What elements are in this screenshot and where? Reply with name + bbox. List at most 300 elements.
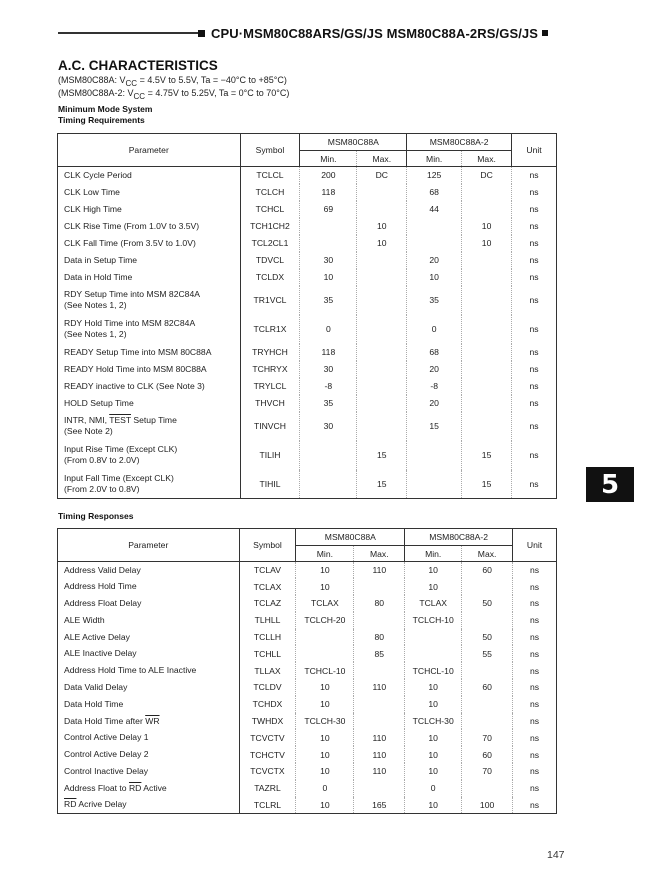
parameter-text: READY Setup Time into MSM 80C88A xyxy=(64,346,212,357)
symbol-cell: TR1VCL xyxy=(240,286,300,315)
symbol-cell: TRYLCL xyxy=(240,378,300,395)
unit-cell: ns xyxy=(513,612,557,629)
table-row xyxy=(58,412,557,441)
parameter-text: Input Rise Time (Except CLK) xyxy=(64,444,178,454)
min-value-msm80c88a: 30 xyxy=(300,252,357,269)
unit-cell: ns xyxy=(513,578,557,595)
min-value-msm80c88a: TCHCL-10 xyxy=(296,662,354,679)
table-row xyxy=(58,470,557,499)
min-value-msm80c88a xyxy=(300,235,357,252)
parameter-text: RDY Setup Time into MSM 82C84A xyxy=(64,289,200,299)
min-value-msm80c88a: 10 xyxy=(296,696,354,713)
section-tab: 5 xyxy=(586,467,634,502)
min-value-msm80c88a: 30 xyxy=(300,361,357,378)
parameter-cell xyxy=(58,713,240,730)
condition-sub: CC xyxy=(133,91,146,101)
parameter-text: Address Valid Delay xyxy=(64,564,141,575)
timing-responses-body xyxy=(58,562,557,814)
max-value-msm80c88a-2 xyxy=(462,201,512,218)
header-max: Max. xyxy=(462,546,513,562)
min-value-msm80c88a-2: 10 xyxy=(405,797,462,814)
max-value-msm80c88a xyxy=(357,184,407,201)
parameter-text: Data Hold Time xyxy=(64,698,124,709)
unit-cell: ns xyxy=(513,797,557,814)
min-value-msm80c88a-2: 68 xyxy=(407,184,462,201)
unit-cell: ns xyxy=(513,645,557,662)
table-row xyxy=(58,763,557,780)
header-symbol: Symbol xyxy=(239,529,296,562)
table-row xyxy=(58,344,557,361)
unit-cell: ns xyxy=(512,184,557,201)
header-unit: Unit xyxy=(512,134,557,167)
unit-cell: ns xyxy=(513,696,557,713)
unit-cell: ns xyxy=(512,201,557,218)
symbol-cell: TCLDV xyxy=(239,679,296,696)
parameter-cell xyxy=(58,595,240,612)
max-value-msm80c88a xyxy=(354,696,405,713)
max-value-msm80c88a-2: 60 xyxy=(462,746,513,763)
table-row xyxy=(58,612,557,629)
symbol-cell: TCLAZ xyxy=(239,595,296,612)
symbol-cell: TCH1CH2 xyxy=(240,218,300,235)
min-value-msm80c88a-2: 0 xyxy=(407,315,462,344)
min-value-msm80c88a xyxy=(296,629,354,646)
header-parameter: Parameter xyxy=(58,134,241,167)
table-row xyxy=(58,696,557,713)
symbol-cell: TWHDX xyxy=(239,713,296,730)
min-value-msm80c88a: TCLCH-30 xyxy=(296,713,354,730)
min-value-msm80c88a-2 xyxy=(407,218,462,235)
parameter-cell xyxy=(58,746,240,763)
table-row xyxy=(58,167,557,184)
min-value-msm80c88a-2: TCHCL-10 xyxy=(405,662,462,679)
unit-cell: ns xyxy=(512,218,557,235)
mode-label: Minimum Mode System xyxy=(58,104,153,114)
parameter-cell xyxy=(58,252,241,269)
parameter-text: Control Active Delay 1 xyxy=(64,732,149,743)
min-value-msm80c88a-2: 35 xyxy=(407,286,462,315)
max-value-msm80c88a-2 xyxy=(462,286,512,315)
table-row xyxy=(58,679,557,696)
max-value-msm80c88a-2: 70 xyxy=(462,763,513,780)
min-value-msm80c88a: 10 xyxy=(296,746,354,763)
symbol-cell: TCLLH xyxy=(239,629,296,646)
parameter-text: Address Float Delay xyxy=(64,597,142,608)
header-min: Min. xyxy=(300,151,357,167)
max-value-msm80c88a-2: 50 xyxy=(462,595,513,612)
parameter-cell xyxy=(58,562,240,579)
header-group-msm80c88a: MSM80C88A xyxy=(300,134,407,151)
max-value-msm80c88a-2: 70 xyxy=(462,729,513,746)
max-value-msm80c88a xyxy=(357,286,407,315)
parameter-text: Data Hold Time after xyxy=(64,715,146,726)
unit-cell: ns xyxy=(512,470,557,499)
unit-cell: ns xyxy=(513,595,557,612)
unit-cell: ns xyxy=(513,713,557,730)
parameter-text: ALE Active Delay xyxy=(64,631,130,642)
unit-cell: ns xyxy=(513,629,557,646)
unit-cell: ns xyxy=(513,780,557,797)
parameter-text: CLK Cycle Period xyxy=(64,169,132,180)
min-value-msm80c88a: 0 xyxy=(296,780,354,797)
parameter-note: (From 2.0V to 0.8V) xyxy=(64,483,140,494)
table-row xyxy=(58,441,557,470)
unit-cell: ns xyxy=(512,269,557,286)
max-value-msm80c88a-2: 55 xyxy=(462,645,513,662)
min-value-msm80c88a-2: 10 xyxy=(407,269,462,286)
min-value-msm80c88a-2 xyxy=(407,441,462,470)
min-value-msm80c88a-2: 10 xyxy=(405,746,462,763)
header-title: CPU·MSM80C88ARS/GS/JS MSM80C88A-2RS/GS/JS xyxy=(211,25,539,41)
unit-cell: ns xyxy=(512,395,557,412)
parameter-cell xyxy=(58,612,240,629)
header-min: Min. xyxy=(405,546,462,562)
unit-cell: ns xyxy=(513,746,557,763)
unit-cell: ns xyxy=(512,344,557,361)
parameter-text: Data in Setup Time xyxy=(64,254,138,265)
min-value-msm80c88a-2: 125 xyxy=(407,167,462,184)
parameter-text: RDY Hold Time into MSM 82C84A xyxy=(64,318,196,328)
parameter-cell xyxy=(58,344,241,361)
min-value-msm80c88a: 10 xyxy=(296,763,354,780)
max-value-msm80c88a-2 xyxy=(462,315,512,344)
parameter-cell xyxy=(58,218,241,235)
unit-cell: ns xyxy=(513,662,557,679)
symbol-cell: TCLR1X xyxy=(240,315,300,344)
max-value-msm80c88a xyxy=(354,780,405,797)
symbol-cell: TCLRL xyxy=(239,797,296,814)
max-value-msm80c88a-2 xyxy=(462,361,512,378)
parameter-overline-signal: $\overline{RD}$ xyxy=(64,799,77,810)
max-value-msm80c88a-2: DC xyxy=(462,167,512,184)
header-min: Min. xyxy=(296,546,354,562)
min-value-msm80c88a-2 xyxy=(407,235,462,252)
requirements-label: Timing Requirements xyxy=(58,115,145,125)
min-value-msm80c88a: 35 xyxy=(300,395,357,412)
section-title: A.C. CHARACTERISTICS xyxy=(58,58,218,73)
max-value-msm80c88a xyxy=(354,578,405,595)
min-value-msm80c88a-2: 10 xyxy=(405,729,462,746)
symbol-cell: TCVCTV xyxy=(239,729,296,746)
min-value-msm80c88a-2: 15 xyxy=(407,412,462,441)
min-value-msm80c88a-2: TCLCH-10 xyxy=(405,612,462,629)
condition-line-1 xyxy=(58,75,287,88)
parameter-text: Data Valid Delay xyxy=(64,681,128,692)
table-row xyxy=(58,269,557,286)
max-value-msm80c88a-2 xyxy=(462,713,513,730)
max-value-msm80c88a: 80 xyxy=(354,595,405,612)
max-value-msm80c88a: 110 xyxy=(354,746,405,763)
parameter-text: CLK Rise Time (From 1.0V to 3.5V) xyxy=(64,220,200,231)
min-value-msm80c88a: 10 xyxy=(300,269,357,286)
parameter-cell xyxy=(58,167,241,184)
condition-suffix: = 4.5V to 5.5V, Ta = −40°C to +85°C) xyxy=(137,75,287,85)
min-value-msm80c88a: -8 xyxy=(300,378,357,395)
min-value-msm80c88a-2: TCLAX xyxy=(405,595,462,612)
header-group-msm80c88a-2: MSM80C88A-2 xyxy=(405,529,513,546)
table-row xyxy=(58,746,557,763)
max-value-msm80c88a-2 xyxy=(462,269,512,286)
timing-requirements-body xyxy=(58,167,557,499)
max-value-msm80c88a: 10 xyxy=(357,218,407,235)
symbol-cell: TCHCTV xyxy=(239,746,296,763)
max-value-msm80c88a-2: 60 xyxy=(462,562,513,579)
parameter-cell xyxy=(58,662,240,679)
symbol-cell: TIHIL xyxy=(240,470,300,499)
min-value-msm80c88a-2 xyxy=(405,645,462,662)
max-value-msm80c88a-2: 10 xyxy=(462,218,512,235)
table-row xyxy=(58,286,557,315)
table-row xyxy=(58,378,557,395)
parameter-cell xyxy=(58,780,240,797)
max-value-msm80c88a: 110 xyxy=(354,679,405,696)
table-row xyxy=(58,629,557,646)
symbol-cell: TINVCH xyxy=(240,412,300,441)
table-row xyxy=(58,595,557,612)
max-value-msm80c88a xyxy=(357,269,407,286)
max-value-msm80c88a: 15 xyxy=(357,441,407,470)
min-value-msm80c88a-2: 10 xyxy=(405,562,462,579)
symbol-cell: TLLAX xyxy=(239,662,296,679)
parameter-cell xyxy=(58,269,241,286)
min-value-msm80c88a-2: 10 xyxy=(405,679,462,696)
min-value-msm80c88a-2 xyxy=(405,629,462,646)
min-value-msm80c88a: 10 xyxy=(296,729,354,746)
parameter-cell xyxy=(58,361,241,378)
parameter-text: READY inactive to CLK (See Note 3) xyxy=(64,380,205,391)
table-row xyxy=(58,780,557,797)
parameter-text: CLK Low Time xyxy=(64,186,120,197)
symbol-cell: TRYHCH xyxy=(240,344,300,361)
min-value-msm80c88a-2: 68 xyxy=(407,344,462,361)
symbol-cell: TLHLL xyxy=(239,612,296,629)
min-value-msm80c88a: TCLAX xyxy=(296,595,354,612)
max-value-msm80c88a: 110 xyxy=(354,729,405,746)
parameter-note: (See Note 2) xyxy=(64,426,113,436)
parameter-cell xyxy=(58,286,241,315)
parameter-text: Address Float to xyxy=(64,782,129,793)
parameter-cell xyxy=(58,184,241,201)
min-value-msm80c88a: TCLCH-20 xyxy=(296,612,354,629)
parameter-text: INTR, NMI, xyxy=(64,415,110,425)
min-value-msm80c88a: 10 xyxy=(296,562,354,579)
min-value-msm80c88a: 0 xyxy=(300,315,357,344)
max-value-msm80c88a-2 xyxy=(462,184,512,201)
parameter-text: CLK Fall Time (From 3.5V to 1.0V) xyxy=(64,237,196,248)
table-row xyxy=(58,662,557,679)
parameter-cell xyxy=(58,729,240,746)
symbol-cell: TCLDX xyxy=(240,269,300,286)
parameter-cell xyxy=(58,629,240,646)
parameter-cell xyxy=(58,235,241,252)
min-value-msm80c88a-2: 10 xyxy=(405,578,462,595)
parameter-text: Setup Time xyxy=(131,415,177,425)
header-group-msm80c88a: MSM80C88A xyxy=(296,529,405,546)
max-value-msm80c88a: 10 xyxy=(357,235,407,252)
header-min: Min. xyxy=(407,151,462,167)
parameter-text: READY Hold Time into MSM 80C88A xyxy=(64,363,207,374)
min-value-msm80c88a: 118 xyxy=(300,184,357,201)
table-row xyxy=(58,184,557,201)
max-value-msm80c88a xyxy=(357,412,407,441)
unit-cell: ns xyxy=(513,729,557,746)
min-value-msm80c88a xyxy=(300,470,357,499)
parameter-overline-signal: $\overline{RD}$ xyxy=(128,782,142,793)
min-value-msm80c88a-2: TCLCH-30 xyxy=(405,713,462,730)
min-value-msm80c88a: 35 xyxy=(300,286,357,315)
parameter-note: (From 0.8V to 2.0V) xyxy=(64,455,140,465)
max-value-msm80c88a-2 xyxy=(462,780,513,797)
max-value-msm80c88a: 110 xyxy=(354,562,405,579)
timing-responses-table xyxy=(57,528,557,814)
min-value-msm80c88a: 69 xyxy=(300,201,357,218)
max-value-msm80c88a: DC xyxy=(357,167,407,184)
parameter-cell xyxy=(58,470,241,499)
min-value-msm80c88a: 10 xyxy=(296,679,354,696)
parameter-cell xyxy=(58,578,240,595)
min-value-msm80c88a-2: 10 xyxy=(405,696,462,713)
table-row xyxy=(58,797,557,814)
max-value-msm80c88a-2: 60 xyxy=(462,679,513,696)
symbol-cell: TAZRL xyxy=(239,780,296,797)
table-row xyxy=(58,645,557,662)
parameter-cell xyxy=(58,412,241,441)
parameter-overline-signal: TEST xyxy=(109,415,132,425)
max-value-msm80c88a-2: 10 xyxy=(462,235,512,252)
unit-cell: ns xyxy=(512,412,557,441)
header-bullet-icon xyxy=(198,30,205,37)
table-row xyxy=(58,235,557,252)
max-value-msm80c88a-2 xyxy=(462,378,512,395)
condition-line-2 xyxy=(58,88,289,101)
max-value-msm80c88a xyxy=(357,395,407,412)
symbol-cell: TDVCL xyxy=(240,252,300,269)
min-value-msm80c88a: 200 xyxy=(300,167,357,184)
parameter-cell xyxy=(58,679,240,696)
unit-cell: ns xyxy=(512,252,557,269)
symbol-cell: TILIH xyxy=(240,441,300,470)
min-value-msm80c88a-2 xyxy=(407,470,462,499)
symbol-cell: TCHLL xyxy=(239,645,296,662)
max-value-msm80c88a: 165 xyxy=(354,797,405,814)
table-row xyxy=(58,562,557,579)
header-parameter: Parameter xyxy=(58,529,240,562)
parameter-text: Control Inactive Delay xyxy=(64,765,149,776)
max-value-msm80c88a xyxy=(354,713,405,730)
condition-prefix: (MSM80C88A-2: V xyxy=(58,88,134,98)
min-value-msm80c88a-2: -8 xyxy=(407,378,462,395)
header-max: Max. xyxy=(357,151,407,167)
parameter-text: Acrive Delay xyxy=(76,799,127,810)
max-value-msm80c88a-2 xyxy=(462,395,512,412)
unit-cell: ns xyxy=(513,763,557,780)
parameter-text: Address Hold Time xyxy=(64,581,137,592)
min-value-msm80c88a-2: 0 xyxy=(405,780,462,797)
max-value-msm80c88a: 85 xyxy=(354,645,405,662)
min-value-msm80c88a: 118 xyxy=(300,344,357,361)
page-number: 147 xyxy=(547,849,565,861)
table-row xyxy=(58,361,557,378)
header-group-msm80c88a-2: MSM80C88A-2 xyxy=(407,134,512,151)
max-value-msm80c88a-2 xyxy=(462,412,512,441)
parameter-note: (See Notes 1, 2) xyxy=(64,300,127,310)
unit-cell: ns xyxy=(512,378,557,395)
min-value-msm80c88a-2: 20 xyxy=(407,395,462,412)
min-value-msm80c88a: 10 xyxy=(296,797,354,814)
parameter-text: Data in Hold Time xyxy=(64,271,133,282)
max-value-msm80c88a xyxy=(357,252,407,269)
parameter-text: HOLD Setup Time xyxy=(64,397,134,408)
unit-cell: ns xyxy=(512,315,557,344)
unit-cell: ns xyxy=(513,679,557,696)
symbol-cell: TCHRYX xyxy=(240,361,300,378)
max-value-msm80c88a-2: 100 xyxy=(462,797,513,814)
symbol-cell: TCL2CL1 xyxy=(240,235,300,252)
condition-sub: CC xyxy=(125,78,138,88)
responses-label: Timing Responses xyxy=(58,511,134,521)
min-value-msm80c88a xyxy=(296,645,354,662)
symbol-cell: TCHCL xyxy=(240,201,300,218)
max-value-msm80c88a xyxy=(357,378,407,395)
parameter-text: Input Fall Time (Except CLK) xyxy=(64,472,174,483)
parameter-text: ALE Width xyxy=(64,614,105,625)
min-value-msm80c88a: 30 xyxy=(300,412,357,441)
unit-cell: ns xyxy=(512,286,557,315)
min-value-msm80c88a-2: 44 xyxy=(407,201,462,218)
symbol-cell: TCVCTX xyxy=(239,763,296,780)
max-value-msm80c88a-2: 15 xyxy=(462,441,512,470)
table-row xyxy=(58,395,557,412)
max-value-msm80c88a xyxy=(357,315,407,344)
max-value-msm80c88a-2 xyxy=(462,612,513,629)
condition-suffix: = 4.75V to 5.25V, Ta = 0°C to 70°C) xyxy=(145,88,290,98)
max-value-msm80c88a xyxy=(357,201,407,218)
max-value-msm80c88a xyxy=(357,344,407,361)
parameter-cell xyxy=(58,797,240,814)
min-value-msm80c88a-2: 20 xyxy=(407,361,462,378)
max-value-msm80c88a-2: 50 xyxy=(462,629,513,646)
parameter-overline-signal: $\overline{WR}$ xyxy=(145,715,160,726)
min-value-msm80c88a xyxy=(300,441,357,470)
max-value-msm80c88a-2 xyxy=(462,578,513,595)
symbol-cell: TCLAV xyxy=(239,562,296,579)
page-header xyxy=(58,24,601,42)
min-value-msm80c88a: 10 xyxy=(296,578,354,595)
table-row xyxy=(58,201,557,218)
header-max: Max. xyxy=(354,546,405,562)
parameter-cell xyxy=(58,763,240,780)
header-max: Max. xyxy=(462,151,512,167)
parameter-text: Address Hold Time to ALE Inactive xyxy=(64,665,197,676)
timing-requirements-table xyxy=(57,133,557,499)
max-value-msm80c88a xyxy=(354,612,405,629)
table-row xyxy=(58,315,557,344)
max-value-msm80c88a: 110 xyxy=(354,763,405,780)
unit-cell: ns xyxy=(512,441,557,470)
max-value-msm80c88a-2: 15 xyxy=(462,470,512,499)
header-unit: Unit xyxy=(513,529,557,562)
max-value-msm80c88a-2 xyxy=(462,344,512,361)
table-row xyxy=(58,218,557,235)
parameter-note: (See Notes 1, 2) xyxy=(64,329,127,339)
condition-prefix: (MSM80C88A: V xyxy=(58,75,126,85)
table-row xyxy=(58,713,557,730)
symbol-cell: TCLCL xyxy=(240,167,300,184)
symbol-cell: TCLCH xyxy=(240,184,300,201)
parameter-cell xyxy=(58,201,241,218)
table-row xyxy=(58,578,557,595)
parameter-cell xyxy=(58,378,241,395)
